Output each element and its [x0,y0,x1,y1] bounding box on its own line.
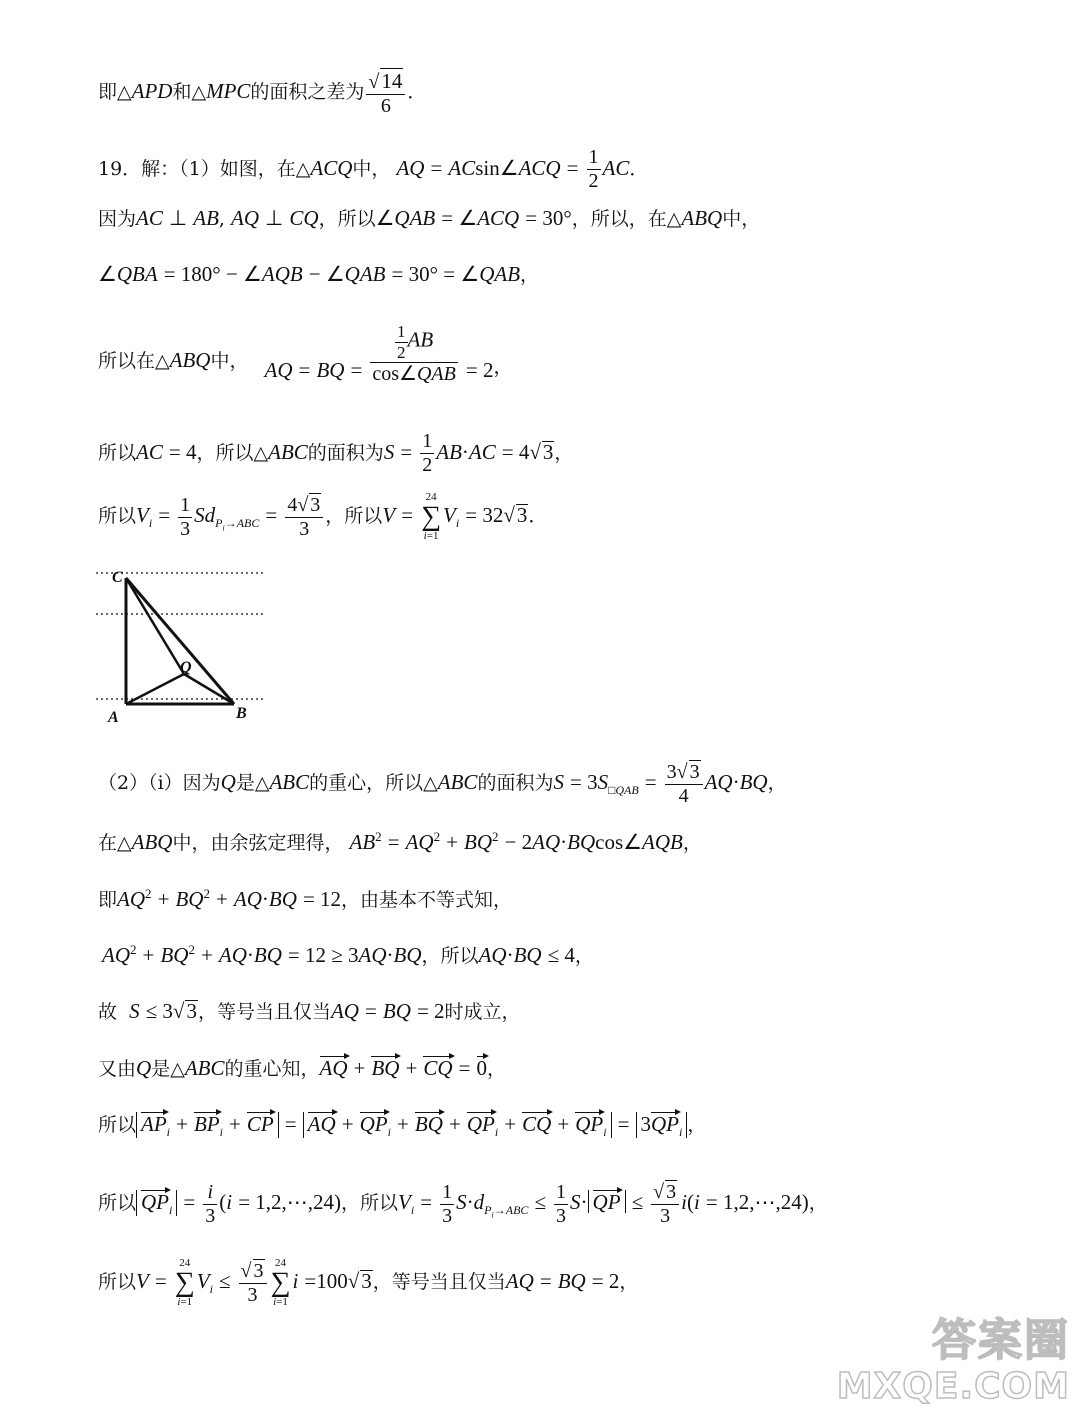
line-9: 在△ABQ中，由余弦定理得， $AB^2 = AQ^2 + BQ^2$ − 2AQ·BQcos∠AQB， [98,829,702,854]
watermark-brand: 答案圈 [932,1315,1070,1366]
label-a: A [108,709,119,726]
watermark [837,1304,1070,1407]
line-13: 又由Q是△ABC的重心知，AQ + BQ + CQ = 0， [98,1056,507,1080]
line-15: 所以 $QP_i$ = $\frac{i}{3}$ (i = 1,2,⋯,24)，所以$V_i$ = $\frac{1}{3}$ $S\cdot d_{P_i\to ABC}$ ≤ $\frac{1}{3}$ S· QP ≤ $\frac{√ 3}{3}$ i(i = 1,2,⋯,24)， [98,1180,828,1227]
line-12: 故 S ≤ 3√3，等号当且仅当AQ = BQ = 2时成立， [98,999,521,1023]
watermark-site: MXQE.COM [836,1366,1070,1407]
segment-aq [126,674,184,704]
line-2: 19．解：（1）如图，在△ACQ中， AQ = ACsin∠ACQ = $\frac{1}{2}$ AC． [98,146,649,192]
line-5: 所以在△ABQ中， AQ = BQ = $\frac{1}{2}$ AB cos∠QAB = 2， [98,322,513,386]
line-8: （2）（i）因为Q是△ABC的重心，所以△ABC的面积为$S = 3S_{□QAB}$ = $\frac{3√ 3}{4}$ AQ·BQ， [98,761,787,807]
label-c: C [112,569,123,586]
line-1: 即△APD和△MPC的面积之差为 $\frac{√14}{6}$ ． [98,69,427,117]
line-10: 即$AQ^2 + BQ^2 + AQ\cdot BQ = 12$，由基本不等式知， [98,886,513,911]
label-q: Q [180,659,192,676]
segment-cq [126,578,184,674]
line-6: 所以AC = 4，所以△ABC的面积为S = $\frac{1}{2}$ AB·AC = 4√3， [98,430,574,476]
segment-cb [126,578,234,704]
line-16: 所以V = 24 ∑ i=1 $V_i$ ≤ $\frac{√ 3}{3}$ 24 ∑ i=1 i =100√3，等号当且仅当AQ = BQ = 2， [98,1257,639,1308]
triangle-figure [92,562,272,728]
line-7: 所以$V_i$ = $\frac{1}{3}$ $Sd_{P_i\to ABC}$ = $\frac{4√ 3}{3}$ ，所以V = 24 ∑ i=1 $V_i = 32√3$． [98,491,548,542]
line-14: 所以 $AP_i + BP_i$ + CP = AQ + $QP_i$ + BQ + $QP_i$ + CQ + $QP_i = 3QP_i$ ， [98,1112,707,1139]
label-b: B [236,705,247,722]
line-4: ∠QBA = 180° − ∠AQB − ∠QAB = 30° = ∠QAB， [98,262,540,286]
line-3: 因为AC ⊥ AB, AQ ⊥ CQ，所以∠QAB = ∠ACQ = 30°，所以，在△ABQ中， [98,206,761,230]
line-11: $AQ^2 + BQ^2 + AQ\cdot BQ = 12 \ge 3AQ\cdot BQ$，所以AQ·BQ ≤ 4， [102,942,594,967]
